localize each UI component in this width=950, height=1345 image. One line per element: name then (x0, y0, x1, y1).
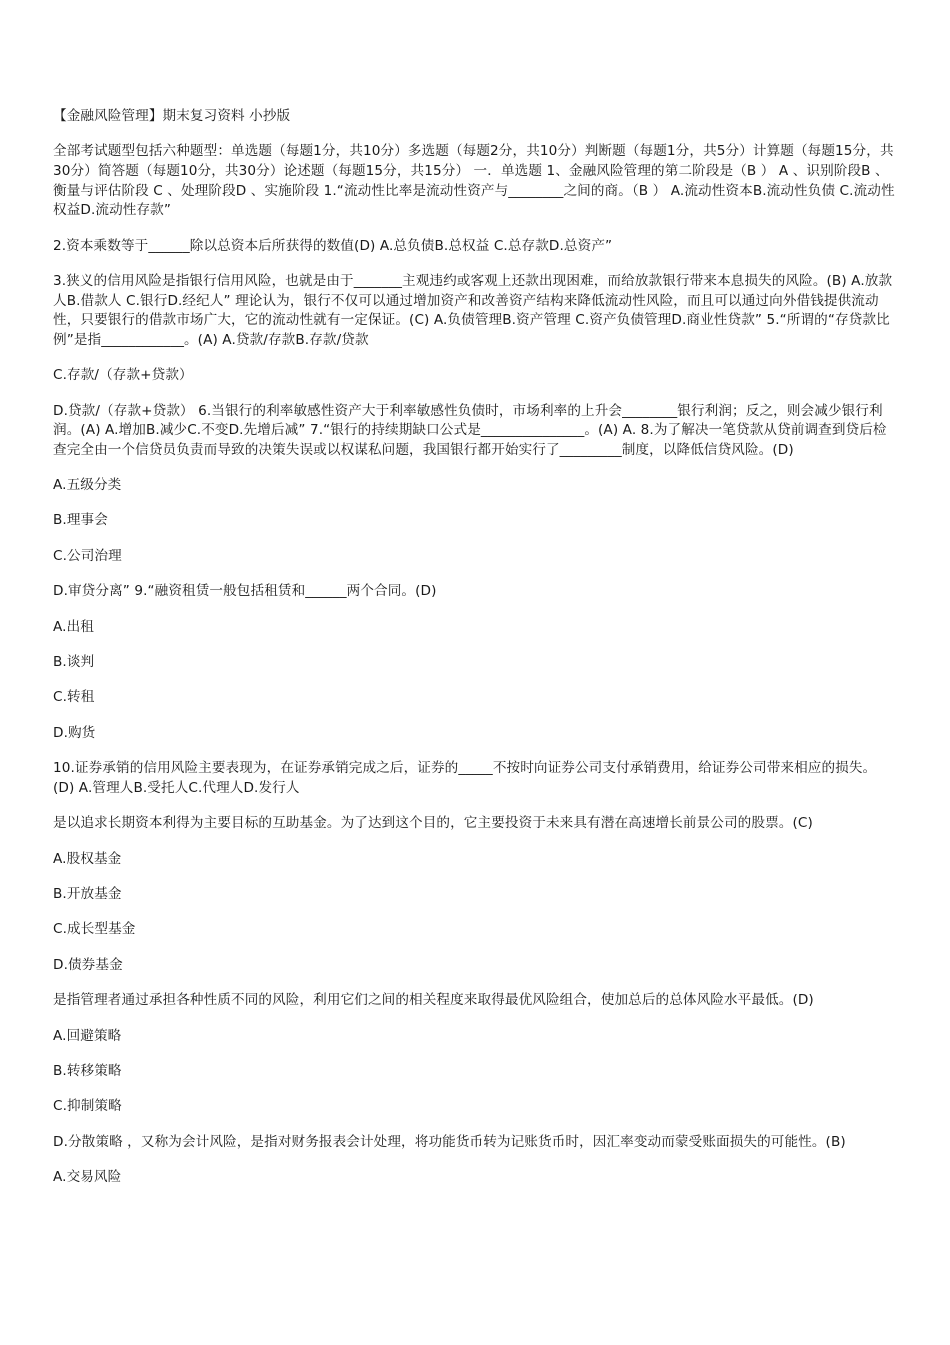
question-11: 是以追求长期资本利得为主要目标的互助基金。为了达到这个目的，它主要投资于未来具有潜在高速增长前景公司的股票。(C) (53, 815, 813, 832)
option-b: B.谈判 (53, 654, 95, 671)
option-a: A.回避策略 (53, 1027, 122, 1044)
question-9: D.审贷分离” 9.“融资租赁一般包括租赁和______两个合同。(D) (53, 583, 437, 600)
option-c: C.转租 (53, 689, 95, 706)
question-10: 10.证券承销的信用风险主要表现为，在证券承销完成之后，证券的_____不按时向证券公司支付承销费用，给证券公司带来相应的损失。(D) A.管理人B.受托人C.代理人D.发行人 (53, 760, 877, 796)
option-b: B.开放基金 (53, 885, 122, 902)
question-2: 2.资本乘数等于______除以总资本后所获得的数值(D) A.总负债B.总权益 C.总存款D.总资产” (53, 237, 613, 254)
option-d: D.债券基金 (53, 956, 123, 973)
document-title: 【金融风险管理】期末复习资料 小抄版 (53, 108, 291, 124)
option-a: A.五级分类 (53, 477, 122, 494)
exam-intro-paragraph: 全部考试题型包括六种题型：单选题（每题1分，共10分）多选题（每题2分，共10分）判断题（每题1分，共5分）计算题（每题15分，共30分）简答题（每题10分，共30分）论述题（每题15分，共15分） 一．单选题 1、金融风险管理的第二阶段是（B ） A 、识别阶段B 、衡量与评估阶段 C 、处理阶段D 、实施阶段 1.“流动性比率是流动性资产与________之间的商。（B ） A.流动性资本B.流动性负债 C.流动性权益D.流动性存款” (53, 143, 895, 219)
option-a: A.出租 (53, 618, 94, 635)
option-c: C.抑制策略 (53, 1098, 122, 1115)
option-a: A.股权基金 (53, 850, 122, 867)
question-3-5: 3.狭义的信用风险是指银行信用风险，也就是由于_______主观违约或客观上还款出现困难，而给放款银行带来本息损失的风险。(B) A.放款人B.借款人 C.银行D.经纪人” 理论认为，银行不仅可以通过增加资产和改善资产结构来降低流动性风险，而且可以通过向外借钱提供流动性，只要银行的借款市场广大，它的流动性就有一定保证。(C) A.负债管理B.资产管理 C.资产负债管理D.商业性贷款” 5.“所谓的“存贷款比例”是指____________。(A) A.贷款/存款B.存款/贷款 (53, 272, 893, 348)
option-b: B.转移策略 (53, 1062, 122, 1079)
question-13: D.分散策略 ，又称为会计风险，是指对财务报表会计处理，将功能货币转为记账货币时，因汇率变动而蒙受账面损失的可能性。(B) (53, 1133, 846, 1150)
question-6-8: D.贷款/（存款+贷款） 6.当银行的利率敏感性资产大于利率敏感性负债时，市场利率的上升会________银行利润；反之，则会减少银行利润。(A) A.增加B.减少C.不变D.先增后减” 7.“银行的持续期缺口公式是_______________。(A) A. 8.为了解决一笔贷款从贷前调查到贷后检查完全由一个信贷员负责而导致的决策失误或以权谋私问题，我国银行都开始实行了_________制度，以降低信贷风险。(D) (53, 402, 887, 458)
option-c: C.存款/（存款+贷款） (53, 367, 193, 384)
question-12: 是指管理者通过承担各种性质不同的风险，利用它们之间的相关程度来取得最优风险组合，使加总后的总体风险水平最低。(D) (53, 992, 814, 1009)
option-a: A.交易风险 (53, 1169, 122, 1186)
option-c: C.成长型基金 (53, 921, 136, 938)
option-d: D.购货 (53, 724, 96, 741)
option-b: B.理事会 (53, 512, 108, 529)
document-page (53, 107, 895, 1204)
option-c: C.公司治理 (53, 547, 122, 564)
